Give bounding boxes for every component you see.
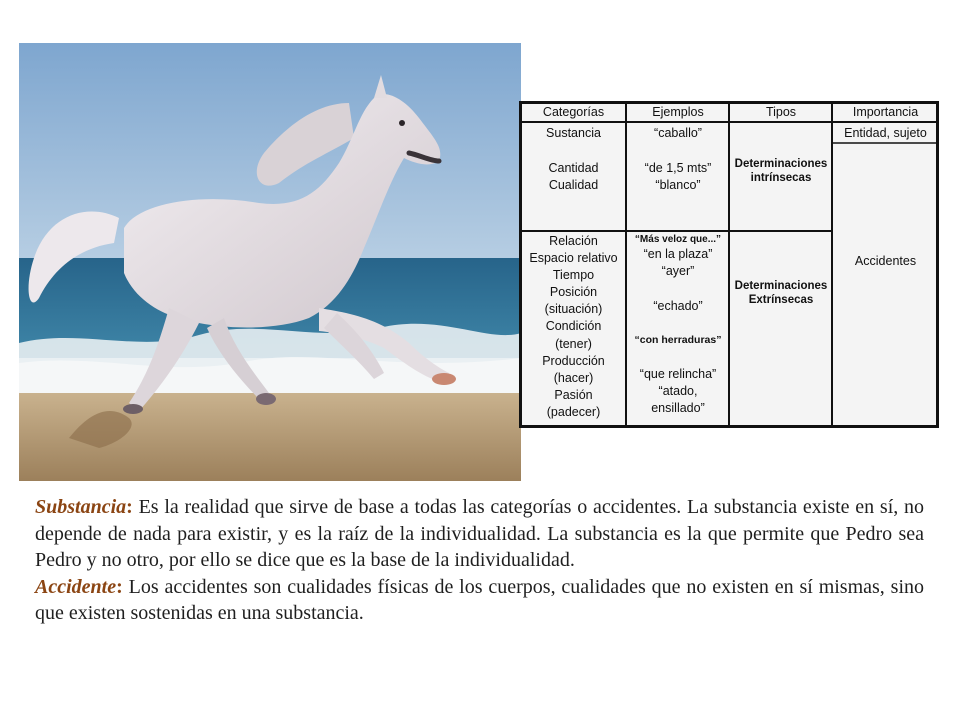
substancia-colon: : xyxy=(126,496,133,518)
type-intrinsic-line1: Determinaciones xyxy=(734,158,828,170)
accidente-definition: Los accidentes son cualidades físicas de los cuerpos, cualidades que no existen en sí mismas, sino que existen sostenidas en una substancia. xyxy=(35,575,924,625)
type-extrinsic xyxy=(730,279,832,307)
example-item: “caballo” xyxy=(654,126,702,140)
categories-bottom xyxy=(521,233,626,421)
example-atado: “atado, xyxy=(658,384,698,398)
accidente-paragraph xyxy=(35,574,924,627)
category-item: Condición xyxy=(545,319,602,334)
category-item: (hacer) xyxy=(553,370,594,385)
example-que-relincha: “que relincha” xyxy=(639,367,717,381)
categories-top xyxy=(521,125,626,195)
type-intrinsic xyxy=(730,157,832,185)
category-item: (situación) xyxy=(544,302,603,317)
categories-table xyxy=(519,101,939,428)
category-item: Producción xyxy=(542,353,605,368)
category-item: Cantidad xyxy=(548,160,599,175)
example-ayer: “ayer” xyxy=(661,264,695,278)
category-item: Pasión xyxy=(554,387,593,402)
header-importancia: Importancia xyxy=(852,105,919,119)
category-item: Posición xyxy=(549,285,598,300)
example-mas-veloz: “Más veloz que...” xyxy=(634,234,722,245)
type-intrinsic-line2: intrínsecas xyxy=(750,172,812,184)
definitions-text xyxy=(35,494,924,627)
header-tipos: Tipos xyxy=(765,105,797,119)
category-item: Sustancia xyxy=(546,126,601,140)
category-item: Espacio relativo xyxy=(529,251,618,266)
substancia-paragraph xyxy=(35,494,924,574)
category-item: (padecer) xyxy=(546,404,601,419)
importance-entity: Entidad, sujeto xyxy=(844,126,927,140)
category-item xyxy=(521,142,626,159)
example-item: “de 1,5 mts” xyxy=(644,160,712,175)
category-item: (tener) xyxy=(555,336,592,351)
accidente-colon: : xyxy=(116,575,123,598)
header-categorias: Categorías xyxy=(542,105,605,119)
category-item: Cualidad xyxy=(548,178,599,193)
type-extrinsic-line2: Extrínsecas xyxy=(748,294,814,306)
example-en-la-plaza: “en la plaza” xyxy=(643,247,713,261)
example-item xyxy=(627,142,729,159)
example-echado: “echado” xyxy=(653,299,703,313)
example-con-herraduras: “con herraduras” xyxy=(634,334,722,346)
category-item: Relación xyxy=(549,234,598,248)
horse-photo xyxy=(19,43,521,481)
type-extrinsic-line1: Determinaciones xyxy=(734,280,828,292)
example-ensillado: ensillado” xyxy=(651,401,705,415)
examples-top xyxy=(627,125,729,195)
header-ejemplos: Ejemplos xyxy=(652,105,704,119)
accidente-term: Accidente xyxy=(35,575,117,598)
example-item: “blanco” xyxy=(655,178,701,193)
importance-accidents: Accidentes xyxy=(854,254,917,268)
category-item: Tiempo xyxy=(552,268,595,283)
substancia-definition: Es la realidad que sirve de base a todas las categorías o accidentes. La substancia existe en sí, no depende de nada para existir, y es la raíz de la individualidad. La substancia es la que permite que Pedro sea Pedro y no otro, por ello se dice que es la base de la individualidad. xyxy=(35,496,924,572)
substancia-term: Substancia xyxy=(35,496,127,518)
examples-bottom xyxy=(627,233,729,423)
